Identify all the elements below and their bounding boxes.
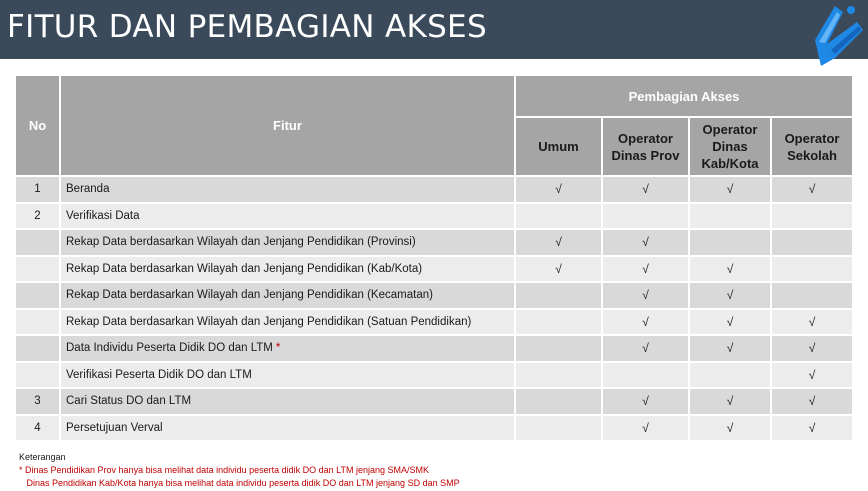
note-line-prov: * Dinas Pendidikan Prov hanya bisa melihat data individu peserta didik DO dan LTM jenjang SMA/SMK — [19, 465, 430, 475]
table-row — [16, 389, 852, 414]
cell-prov: √ — [603, 389, 688, 414]
cell-sekolah: √ — [772, 336, 852, 361]
table-row — [16, 363, 852, 388]
row-fitur — [61, 257, 514, 282]
cell-sekolah: √ — [772, 363, 852, 388]
row-no — [16, 230, 59, 255]
cell-sekolah: √ — [772, 177, 852, 202]
cell-kab: √ — [690, 336, 770, 361]
row-fitur — [61, 204, 514, 229]
row-fitur-text: Rekap Data berdasarkan Wilayah dan Jenjang Pendidikan (Kab/Kota) — [66, 262, 423, 275]
cell-kab — [690, 230, 770, 255]
cell-umum: √ — [516, 177, 601, 202]
table-row — [16, 416, 852, 441]
cell-prov — [603, 363, 688, 388]
cell-kab: √ — [690, 283, 770, 308]
row-no — [16, 363, 59, 388]
cell-kab: √ — [690, 389, 770, 414]
cell-prov: √ — [603, 177, 688, 202]
cell-sekolah — [772, 230, 852, 255]
cell-umum — [516, 310, 601, 335]
header-pembagian-akses: Pembagian Akses — [516, 76, 852, 116]
row-note-marker: * — [275, 342, 281, 355]
brand-logo-icon — [805, 0, 868, 68]
row-no: 3 — [16, 389, 59, 414]
row-fitur-text: Beranda — [66, 183, 110, 196]
cell-sekolah: √ — [772, 416, 852, 441]
access-table — [14, 74, 854, 442]
row-no: 2 — [16, 204, 59, 229]
table-row — [16, 283, 852, 308]
cell-prov: √ — [603, 310, 688, 335]
table-row — [16, 230, 852, 255]
table-row — [16, 177, 852, 202]
row-no — [16, 257, 59, 282]
cell-sekolah — [772, 283, 852, 308]
cell-sekolah: √ — [772, 389, 852, 414]
row-fitur-text: Verifikasi Peserta Didik DO dan LTM — [66, 368, 252, 381]
cell-kab: √ — [690, 310, 770, 335]
cell-prov: √ — [603, 416, 688, 441]
table-row — [16, 257, 852, 282]
cell-prov — [603, 204, 688, 229]
cell-umum — [516, 416, 601, 441]
cell-umum — [516, 283, 601, 308]
header-bar — [0, 0, 868, 59]
cell-prov: √ — [603, 230, 688, 255]
header-fitur: Fitur — [61, 76, 514, 175]
cell-kab: √ — [690, 416, 770, 441]
table-row — [16, 336, 852, 361]
row-fitur-text: Rekap Data berdasarkan Wilayah dan Jenjang Pendidikan (Satuan Pendidikan) — [66, 315, 472, 328]
row-fitur — [61, 177, 514, 202]
header-operator-kab: Operator Dinas Kab/Kota — [690, 118, 770, 175]
page-title: FITUR DAN PEMBAGIAN AKSES — [7, 9, 487, 45]
row-no — [16, 336, 59, 361]
table-row — [16, 310, 852, 335]
header-no: No — [16, 76, 59, 175]
note-line-kab: Dinas Pendidikan Kab/Kota hanya bisa melihat data individu peserta didik DO dan LTM jenjang SD dan SMP — [19, 478, 460, 488]
cell-prov: √ — [603, 336, 688, 361]
header-operator-prov: Operator Dinas Prov — [603, 118, 688, 175]
header-umum: Umum — [516, 118, 601, 175]
row-fitur-text: Data Individu Peserta Didik DO dan LTM — [66, 342, 273, 355]
row-fitur — [61, 416, 514, 441]
row-fitur — [61, 389, 514, 414]
cell-kab — [690, 363, 770, 388]
header-operator-sekolah: Operator Sekolah — [772, 118, 852, 175]
row-fitur — [61, 230, 514, 255]
row-fitur-text: Rekap Data berdasarkan Wilayah dan Jenjang Pendidikan (Kecamatan) — [66, 289, 433, 302]
row-fitur — [61, 336, 514, 361]
cell-prov: √ — [603, 283, 688, 308]
row-fitur-text: Cari Status DO dan LTM — [66, 395, 192, 408]
row-fitur-text: Persetujuan Verval — [66, 421, 163, 434]
cell-sekolah: √ — [772, 310, 852, 335]
row-fitur — [61, 363, 514, 388]
cell-prov: √ — [603, 257, 688, 282]
cell-sekolah — [772, 204, 852, 229]
cell-umum — [516, 336, 601, 361]
cell-umum — [516, 363, 601, 388]
row-no: 1 — [16, 177, 59, 202]
table-row — [16, 204, 852, 229]
cell-umum: √ — [516, 230, 601, 255]
cell-umum: √ — [516, 257, 601, 282]
cell-kab: √ — [690, 177, 770, 202]
cell-sekolah — [772, 257, 852, 282]
row-no — [16, 283, 59, 308]
row-no — [16, 310, 59, 335]
notes-section — [19, 451, 460, 490]
cell-umum — [516, 204, 601, 229]
cell-kab — [690, 204, 770, 229]
cell-kab: √ — [690, 257, 770, 282]
row-fitur — [61, 283, 514, 308]
row-no: 4 — [16, 416, 59, 441]
cell-umum — [516, 389, 601, 414]
notes-label: Keterangan — [19, 452, 66, 462]
row-fitur-text: Verifikasi Data — [66, 209, 140, 222]
row-fitur-text: Rekap Data berdasarkan Wilayah dan Jenjang Pendidikan (Provinsi) — [66, 236, 416, 249]
row-fitur — [61, 310, 514, 335]
